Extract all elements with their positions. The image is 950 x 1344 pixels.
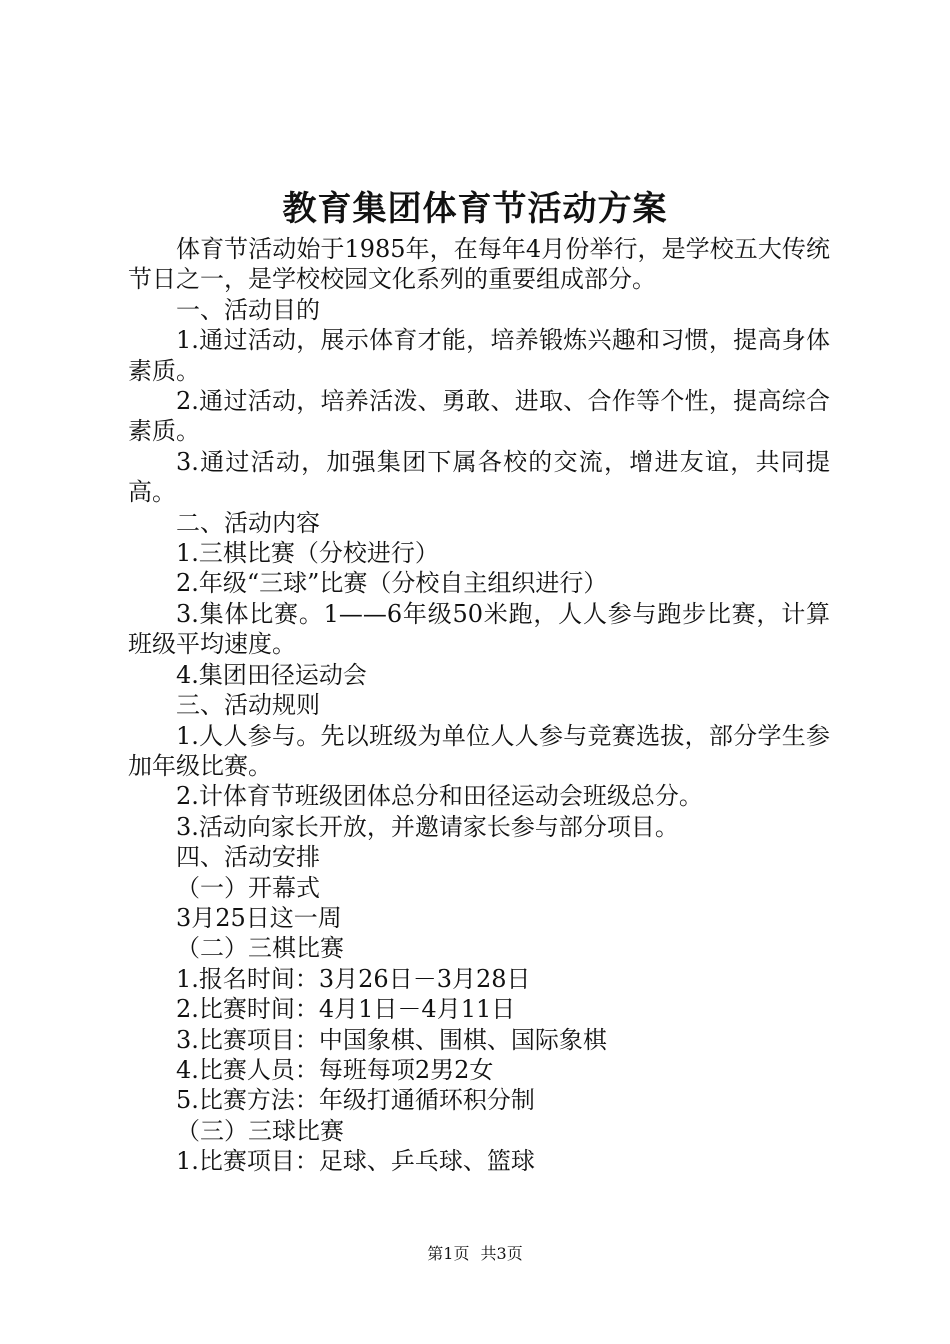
schedule-item: 4.比赛人员：每班每项2男2女 [176,1055,494,1084]
rules-item: 1.人人参与。先以班级为单位人人参与竞赛选拔，部分学生参加年级比赛。 [128,721,830,780]
rules-item: 3.活动向家长开放，并邀请家长参与部分项目。 [176,812,679,841]
section-heading-purpose: 一、活动目的 [176,295,320,324]
content-item: 4.集团田径运动会 [176,660,367,689]
schedule-item: 5.比赛方法：年级打通循环积分制 [176,1086,535,1115]
schedule-item: 3.比赛项目：中国象棋、围棋、国际象棋 [176,1025,607,1054]
intro-paragraph: 体育节活动始于1985年，在每年4月份举行，是学校五大传统节日之一，是学校校园文化系列的重要组成部分。 [128,235,830,294]
page-number: 第1页 [427,1244,470,1263]
document-body [128,234,830,1177]
section-heading-schedule: 四、活动安排 [176,843,320,872]
section-heading-rules: 三、活动规则 [176,691,320,720]
schedule-subheading: （三）三球比赛 [176,1116,344,1145]
document-title: 教育集团体育节活动方案 [282,189,668,229]
rules-item: 2.计体育节班级团体总分和田径运动会班级总分。 [176,782,703,811]
content-item: 1.三棋比赛（分校进行） [176,539,439,568]
section-heading-content: 二、活动内容 [176,508,320,537]
page-total: 共3页 [480,1244,523,1263]
schedule-subheading: （一）开幕式 [176,873,320,902]
schedule-item: 2.比赛时间：4月1日－4月11日 [176,995,516,1024]
content-item: 2.年级“三球”比赛（分校自主组织进行） [176,569,608,598]
schedule-subheading: （二）三棋比赛 [176,934,344,963]
schedule-item: 1.报名时间：3月26日－3月28日 [176,964,531,993]
purpose-item: 3.通过活动，加强集团下属各校的交流，增进友谊，共同提高。 [128,447,830,507]
purpose-item: 1.通过活动，展示体育才能，培养锻炼兴趣和习惯，提高身体素质。 [128,326,830,385]
page-footer [0,1243,950,1265]
schedule-item: 3月25日这一周 [176,903,342,932]
content-item: 3.集体比赛。1——6年级50米跑，人人参与跑步比赛，计算班级平均速度。 [128,599,830,659]
purpose-item: 2.通过活动，培养活泼、勇敢、进取、合作等个性，提高综合素质。 [128,387,830,446]
schedule-item: 1.比赛项目：足球、乒乓球、篮球 [176,1147,535,1176]
